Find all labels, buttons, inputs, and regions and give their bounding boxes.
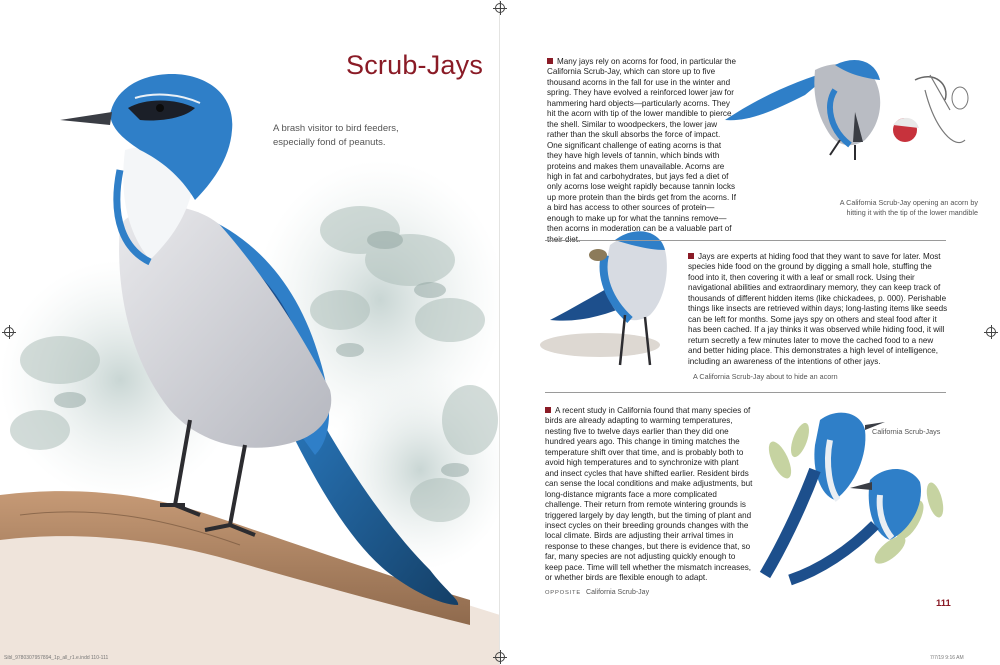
- caption-hide: A California Scrub-Jay about to hide an acorn: [693, 372, 838, 381]
- paragraph-hiding: Jays are experts at hiding food that they want to save for later. Most species hide food on the ground by digging a small hole, stuffing the food into it, then covering it with a leaf or small rock. Using their navigational abilities and extraordinary memory, they can keep track of thousands of different hidden items (like chickadees, p. 000). Perishable things like insects are retrieved within days; long-lasting items like seeds can be left for months. Some jays spy on others and steal food after it has been cached. If a jay thinks it was observed while hiding food, it will return secretly a few minutes later to move the cached food to a new and better hiding place. This demonstrates a high level of intelligence, including an awareness of the intentions of other jays.: [688, 252, 948, 366]
- registration-mark-icon: [495, 3, 505, 13]
- bullet-square-icon: [545, 407, 551, 413]
- divider-2: [545, 392, 946, 393]
- paragraph-climate: A recent study in California found that many species of birds are already adapting to warming temperatures, nesting five to twelve days earlier than they did one hundred years ago. This change in timing matches the temperature shift over that time, and is probably both to avoid high temperatures and to synchronize with plant and insect cycles that have shifted earlier. Resident birds can sense the local conditions and make adjustments, but long-distance migrants face a more complicated challenge. Their return from remote wintering grounds is triggered largely by day length, but the timing of plant and insect cycles on their breeding grounds changes with the local climate. Birds are adjusting their arrival times in response to these changes, but there is evidence that, so far, many species are not adjusting quickly enough to keep pace. Time will tell whether the mismatch increases, or whether birds are flexible enough to adapt.: [545, 406, 753, 583]
- bullet-square-icon: [547, 58, 553, 64]
- bullet-square-icon: [688, 253, 694, 259]
- divider-1: [545, 240, 946, 241]
- print-slug-left: Sibl_9780307957894_1p_all_r1.e.indd 110-111: [4, 655, 109, 661]
- lead-caption: A brash visitor to bird feeders, especially fond of peanuts.: [273, 123, 399, 148]
- print-slug-right: 7/7/19 9:16 AM: [930, 655, 964, 661]
- paragraph-acorns: Many jays rely on acorns for food, in particular the California Scrub-Jay, which can store up to five thousand acorns in the fall for use in the winter and spring. They have evolved a reinforced lower jaw for hammering hard objects—particularly acorns. They hit the acorn with tip of the lower mandible to pierce the shell. Similar to woodpeckers, the lower jaw rather than the skull absorbs the force of impact. One significant challenge of eating acorns is that they have high levels of tannin, which binds with proteins and makes them unavailable. Acorns are high in fat and carbohydrates, but jays fed a diet of only acorns lose weight rapidly because tannin locks up more protein than the birds get from the acorns. If a bird has access to other sources of protein—enough to make up for what the tannins remove—then acorns in moderation can be a valuable part of: [547, 57, 737, 234]
- page-number: 111: [936, 598, 951, 609]
- registration-mark-icon: [986, 327, 996, 337]
- page-title: Scrub-Jays: [346, 50, 484, 80]
- registration-mark-icon: [495, 652, 505, 662]
- caption-pair: California Scrub-Jays: [872, 427, 941, 436]
- registration-mark-icon: [4, 327, 14, 337]
- caption-acorn: A California Scrub-Jay opening an acorn by hitting it with the tip of the lower mandible: [839, 198, 978, 217]
- opposite-caption: OPPOSITE California Scrub-Jay: [545, 589, 650, 596]
